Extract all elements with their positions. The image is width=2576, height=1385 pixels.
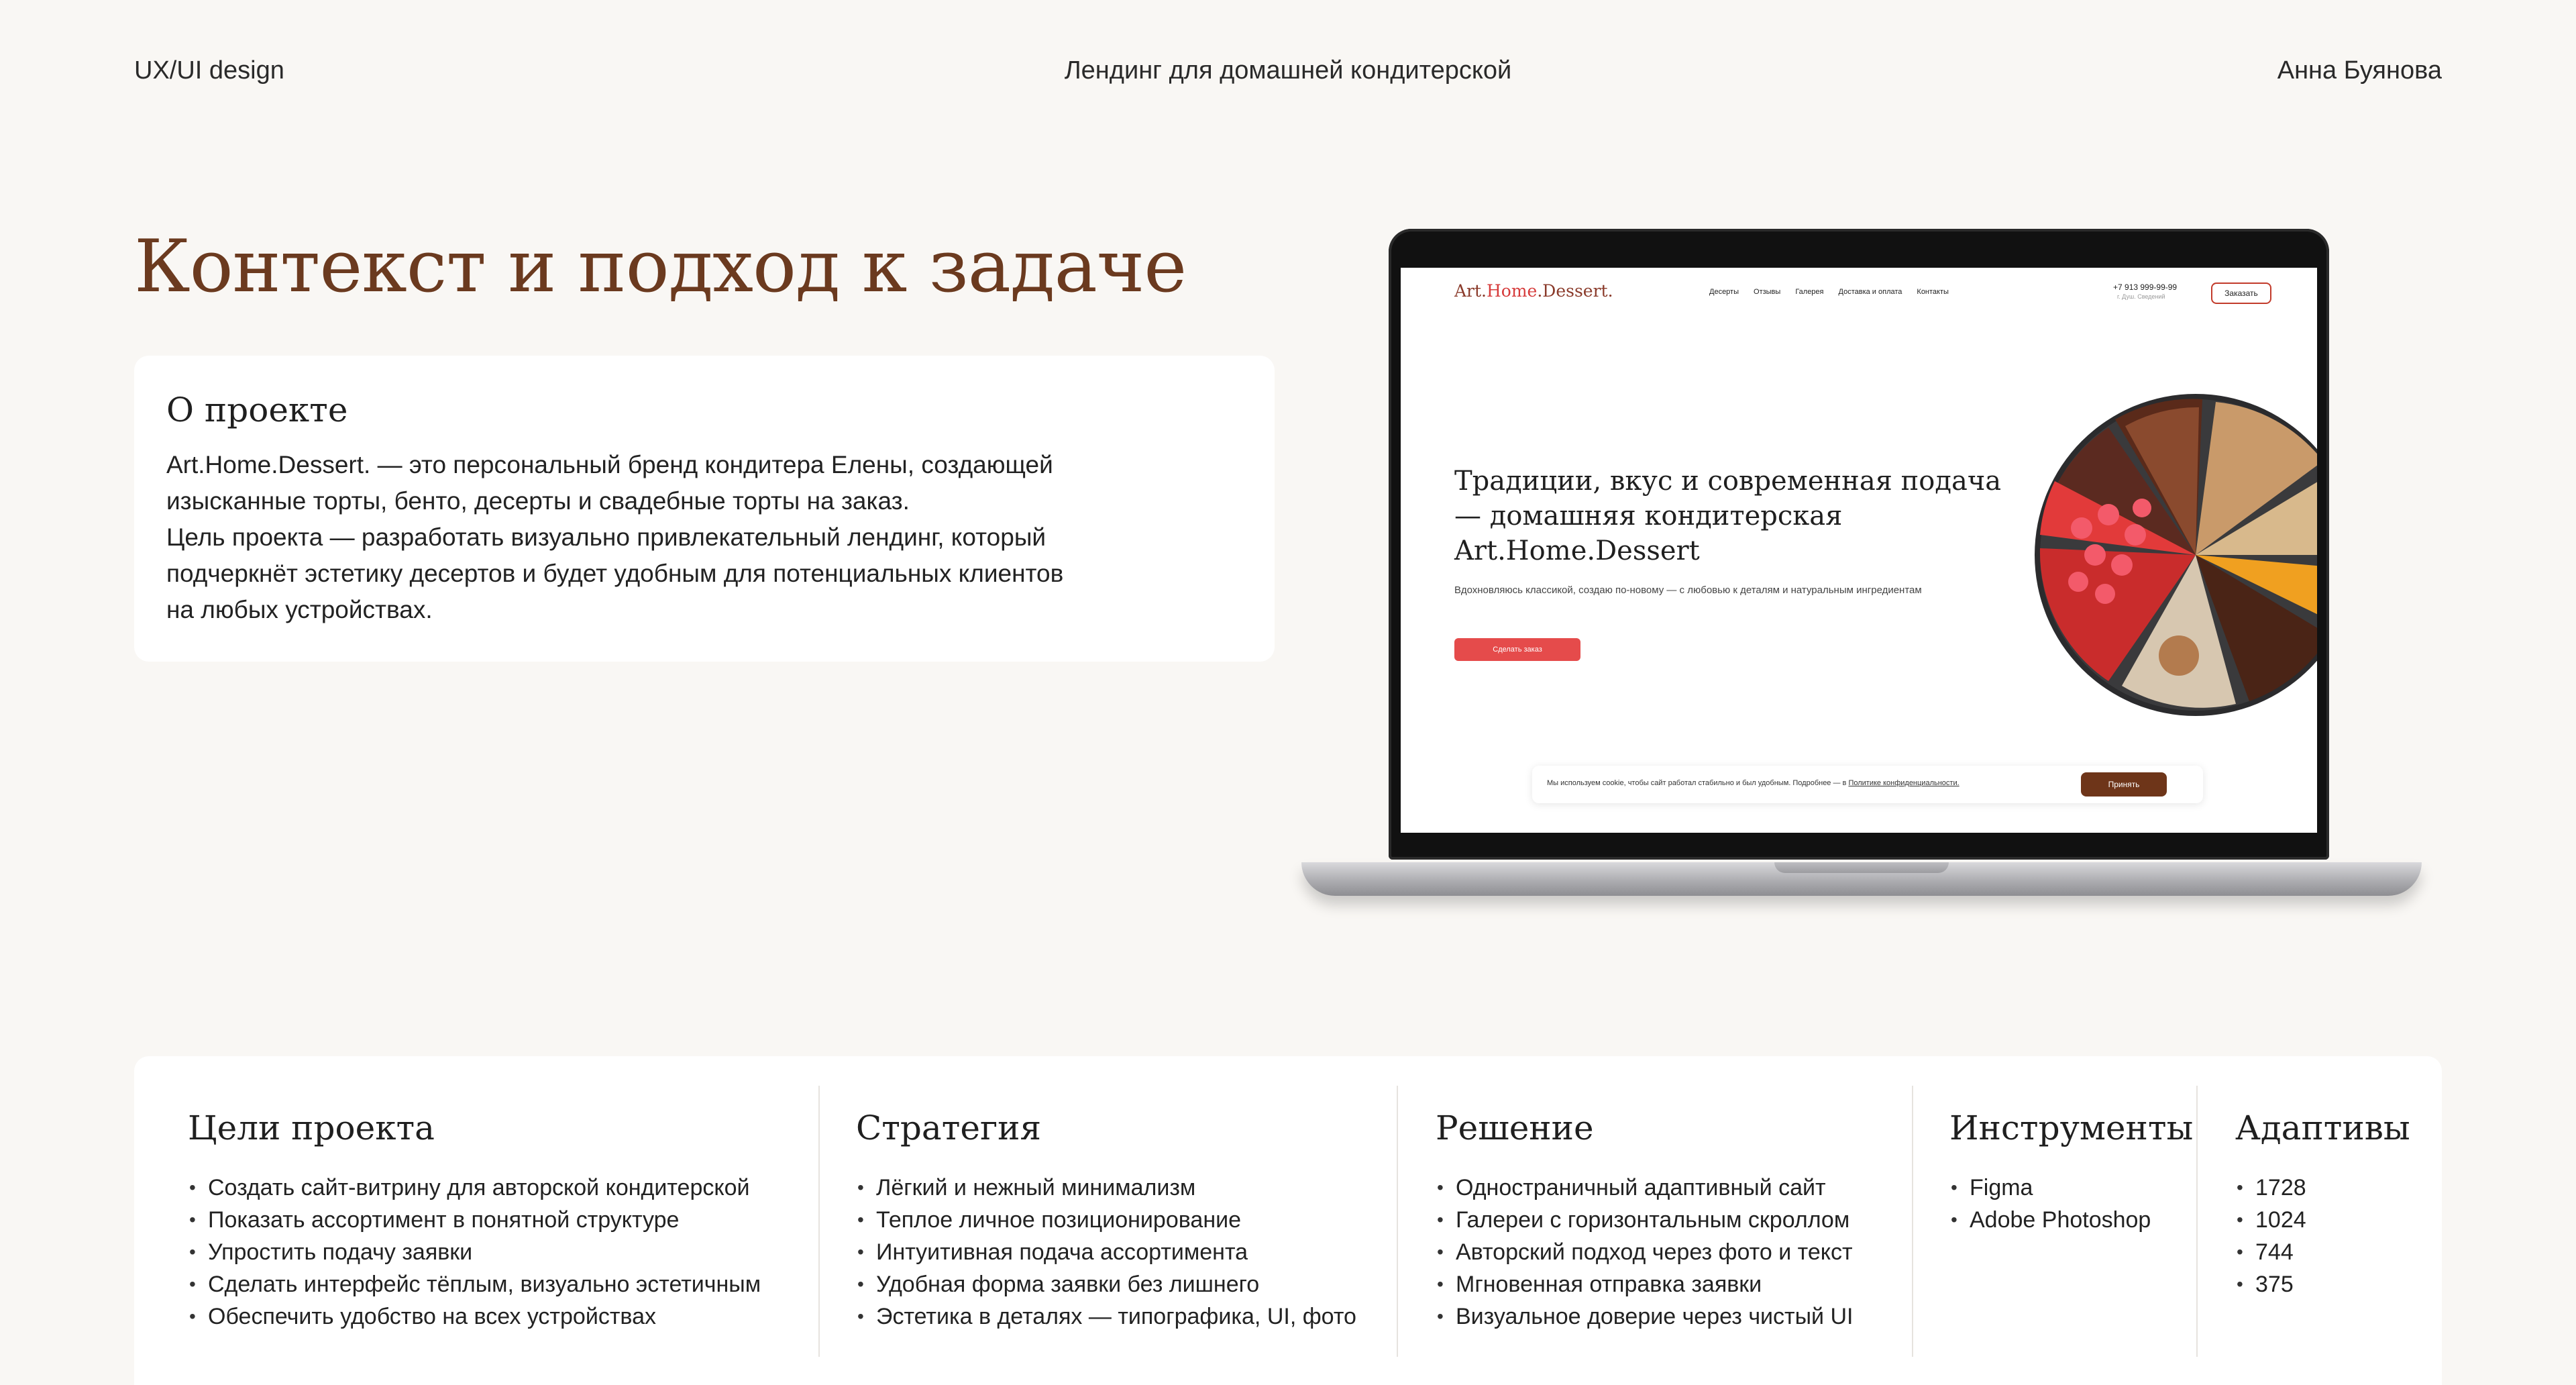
site-logo-post: .Dessert. [1537, 281, 1613, 301]
list-item: • Одностраничный адаптивный сайт [1436, 1172, 1853, 1204]
site-phone-sub: г. Душ. Сведений [2117, 293, 2165, 300]
list-item: • 375 [2235, 1268, 2306, 1300]
bullet-icon: • [2237, 1177, 2243, 1198]
site-hero-subtitle: Вдохновляюсь классикой, создаю по-новому — с любовью к деталям и натуральным ингредиентам [1454, 584, 1922, 596]
site-phone[interactable]: +7 913 999-99-99 [2113, 283, 2178, 292]
bullet-icon: • [1437, 1241, 1444, 1262]
list-item: • Создать сайт-витрину для авторской кондитерской [188, 1172, 761, 1204]
list-item: • 1728 [2235, 1172, 2306, 1204]
list-item: • 744 [2235, 1236, 2306, 1268]
site-logo[interactable] [1454, 281, 1613, 301]
list-item: • Мгновенная отправка заявки [1436, 1268, 1853, 1300]
bullet-icon: • [1437, 1177, 1444, 1198]
list-item: • Удобная форма заявки без лишнего [856, 1268, 1356, 1300]
bullet-icon: • [1437, 1306, 1444, 1327]
bullet-icon: • [189, 1306, 196, 1327]
tools-heading: Инструменты [1949, 1109, 2194, 1147]
header-category: UX/UI design [134, 56, 284, 85]
list-item: • Обеспечить удобство на всех устройствах [188, 1300, 761, 1333]
bullet-icon: • [857, 1274, 864, 1294]
column-divider [1912, 1086, 1913, 1357]
list-item: • Авторский подход через фото и текст [1436, 1236, 1853, 1268]
list-item: • Галереи с горизонтальным скроллом [1436, 1204, 1853, 1236]
list-item: • Лёгкий и нежный минимализм [856, 1172, 1356, 1204]
goals-heading: Цели проекта [188, 1109, 435, 1147]
laptop-notch [1774, 862, 1949, 873]
bullet-icon: • [189, 1274, 196, 1294]
cookie-banner [1532, 766, 2203, 803]
adaptives-heading: Адаптивы [2235, 1109, 2410, 1147]
solution-heading: Решение [1436, 1109, 1594, 1147]
site-logo-accent: Home [1487, 281, 1538, 301]
about-line: на любых устройствах. [166, 596, 433, 623]
laptop-mockup [1295, 225, 2435, 916]
laptop-screen [1401, 268, 2317, 833]
about-heading: О проекте [166, 391, 348, 429]
cake-slices-image [2008, 380, 2317, 729]
strategy-heading: Стратегия [856, 1109, 1042, 1147]
column-divider [1397, 1086, 1398, 1357]
bullet-icon: • [857, 1209, 864, 1230]
project-summary-card [134, 1056, 2442, 1385]
list-item: • Упростить подачу заявки [188, 1236, 761, 1268]
bullet-icon: • [1437, 1274, 1444, 1294]
column-divider [818, 1086, 820, 1357]
list-item: • Сделать интерфейс тёплым, визуально эстетичным [188, 1268, 761, 1300]
bullet-icon: • [1951, 1209, 1957, 1230]
list-item: • Интуитивная подача ассортимента [856, 1236, 1356, 1268]
site-nav-links [1709, 288, 1949, 296]
site-order-button[interactable]: Заказать [2211, 283, 2271, 304]
site-hero-title: Традиции, вкус и современная подача — домашняя кондитерская Art.Home.Dessert [1454, 466, 2002, 566]
bullet-icon: • [1951, 1177, 1957, 1198]
site-nav-desserts[interactable]: Десерты [1709, 288, 1739, 296]
page-title: Контекст и подход к задаче [134, 225, 1187, 309]
tools-list [1949, 1172, 2151, 1236]
cookie-text-main: Мы используем cookie, чтобы сайт работал стабильно и был удобным. Подробнее — в [1547, 779, 1849, 787]
bullet-icon: • [189, 1209, 196, 1230]
site-nav-gallery[interactable]: Галерея [1795, 288, 1824, 296]
privacy-policy-link[interactable]: Политике конфиденциальности. [1848, 779, 1960, 787]
header-author: Анна Буянова [2277, 56, 2442, 85]
site-nav-delivery[interactable]: Доставка и оплата [1838, 288, 1902, 296]
site-logo-pre: Art. [1454, 281, 1487, 301]
list-item: • Figma [1949, 1172, 2151, 1204]
bullet-icon: • [857, 1306, 864, 1327]
list-item: • Эстетика в деталях — типографика, UI, фото [856, 1300, 1356, 1333]
laptop-base [1301, 862, 2422, 896]
site-hero-order-button[interactable]: Сделать заказ [1454, 638, 1580, 661]
list-item: • 1024 [2235, 1204, 2306, 1236]
bullet-icon: • [2237, 1274, 2243, 1294]
list-item: • Визуальное доверие через чистый UI [1436, 1300, 1853, 1333]
column-divider [2196, 1086, 2198, 1357]
bullet-icon: • [2237, 1241, 2243, 1262]
goals-list [188, 1172, 761, 1333]
strategy-list [856, 1172, 1356, 1333]
list-item: • Показать ассортимент в понятной структуре [188, 1204, 761, 1236]
laptop-lid [1389, 229, 2329, 860]
about-line: изысканные торты, бенто, десерты и свадебные торты на заказ. [166, 487, 910, 515]
adaptives-list [2235, 1172, 2306, 1300]
bullet-icon: • [857, 1177, 864, 1198]
cookie-accept-button[interactable]: Принять [2081, 772, 2167, 797]
about-line: Цель проекта — разработать визуально привлекательный лендинг, который [166, 523, 1046, 551]
site-nav-reviews[interactable]: Отзывы [1754, 288, 1781, 296]
about-text [166, 447, 1242, 628]
bullet-icon: • [1437, 1209, 1444, 1230]
header-project-title: Лендинг для домашней кондитерской [1064, 56, 1512, 85]
about-line: подчеркнёт эстетику десертов и будет удобным для потенциальных клиентов [166, 560, 1064, 587]
bullet-icon: • [189, 1241, 196, 1262]
list-item: • Теплое личное позиционирование [856, 1204, 1356, 1236]
site-nav-contacts[interactable]: Контакты [1917, 288, 1949, 296]
solution-list [1436, 1172, 1853, 1333]
bullet-icon: • [189, 1177, 196, 1198]
bullet-icon: • [857, 1241, 864, 1262]
cookie-text [1547, 779, 1960, 787]
list-item: • Adobe Photoshop [1949, 1204, 2151, 1236]
bullet-icon: • [2237, 1209, 2243, 1230]
about-line: Art.Home.Dessert. — это персональный бренд кондитера Елены, создающей [166, 451, 1053, 478]
about-card [134, 356, 1275, 662]
site-navbar [1401, 268, 2317, 309]
